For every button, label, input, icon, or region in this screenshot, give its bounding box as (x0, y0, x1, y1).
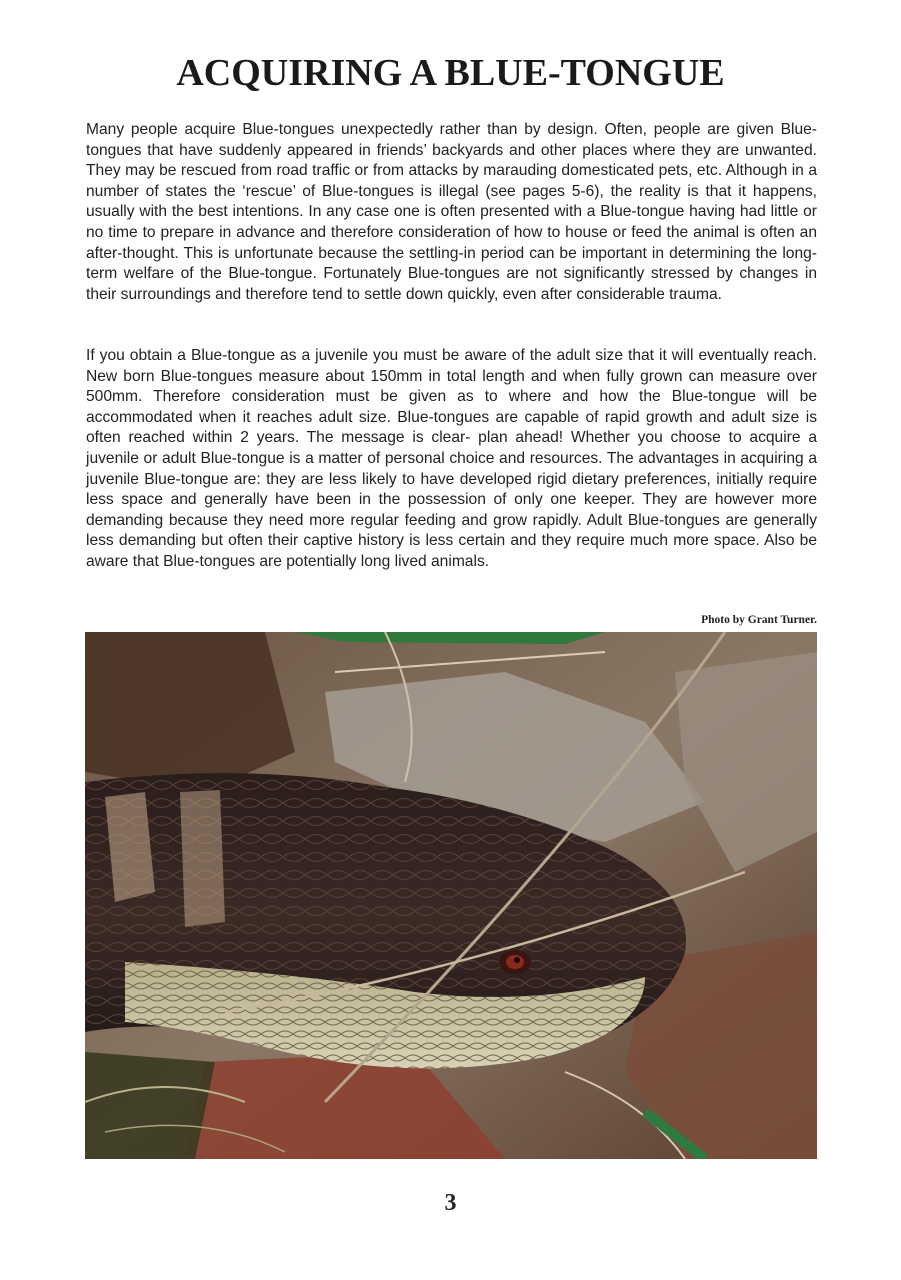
blue-tongue-lizard-photo (85, 632, 817, 1159)
body-paragraph-1: Many people acquire Blue-tongues unexpectedly rather than by design. Often, people are given Blue-tongues that have suddenly appeared in friends’ backyards and other places where they are unwanted. They may be rescued from road traffic or from attacks by marauding domesticated pets, etc. Although in a number of states the ‘rescue’ of Blue-tongues is illegal (see pages 5-6), the reality is that it happens, usually with the best intentions. In any case one is often presented with a Blue-tongue having had little or no time to prepare in advance and therefore consideration of how to house or feed the animal is often an after-thought. This is unfortunate because the settling-in period can be important in determining the long-term welfare of the Blue-tongue. Fortunately Blue-tongues are not significantly stressed by changes in their surroundings and therefore tend to settle down quickly, even after considerable trauma. (86, 121, 817, 303)
body-paragraph-2: If you obtain a Blue-tongue as a juvenile you must be aware of the adult size that it will eventually reach. New born Blue-tongues measure about 150mm in total length and when fully grown can measure over 500mm. Therefore consideration must be given as to where and how the Blue-tongue will be accommodated when it reaches adult size. Blue-tongues are capable of rapid growth and adult size is often reached within 2 years. The message is clear- plan ahead! Whether you choose to acquire a juvenile or adult Blue-tongue is a matter of personal choice and resources. The advantages in acquiring a juvenile Blue-tongue are: they are less likely to have developed rigid dietary preferences, initially require less space and generally have been in the possession of only one keeper. They are however more demanding because they need more regular feeding and grow rapidly. Adult Blue-tongues are generally less demanding but often their captive history is less certain and they require much more space. Also be aware that Blue-tongues are potentially long lived animals. (86, 347, 817, 570)
page-title: ACQUIRING A BLUE-TONGUE (176, 52, 725, 94)
page-number: 3 (444, 1190, 457, 1216)
photo-credit: Photo by Grant Turner. (701, 614, 817, 626)
